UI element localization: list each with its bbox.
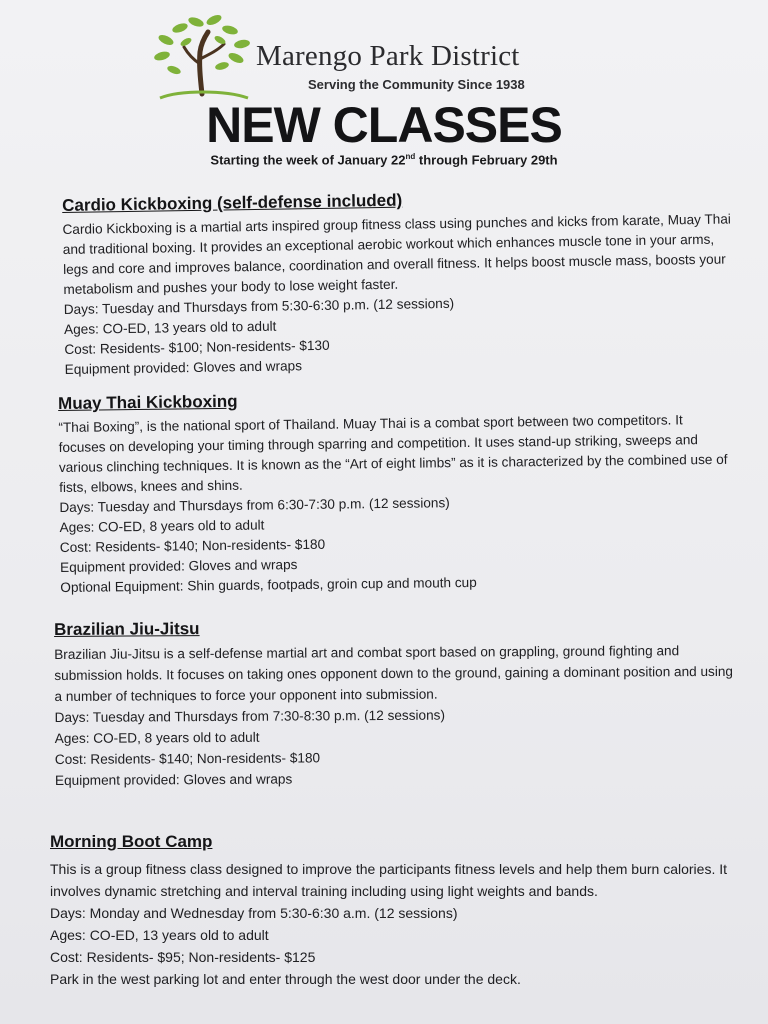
class-ages: Ages: CO-ED, 8 years old to adult (54, 729, 260, 746)
class-title: Cardio Kickboxing (self-defense included) (62, 190, 403, 215)
class-optional-equipment: Optional Equipment: Shin guards, footpads, groin cup and mouth cup (60, 574, 477, 595)
class-morning-boot-camp (50, 832, 750, 990)
page-title: NEW CLASSES (206, 97, 562, 153)
class-ages: Ages: CO-ED, 8 years old to adult (59, 517, 265, 535)
organization-name: Marengo Park District (256, 40, 520, 72)
class-equipment: Equipment provided: Gloves and wraps (64, 358, 303, 377)
class-title: Muay Thai Kickboxing (58, 391, 238, 413)
class-ages: Ages: CO-ED, 13 years old to adult (50, 927, 269, 943)
tree-logo-icon (150, 14, 258, 100)
class-brazilian-jiu-jitsu (54, 616, 737, 791)
class-cardio-kickboxing (62, 185, 735, 380)
class-equipment: Equipment provided: Gloves and wraps (54, 771, 293, 788)
class-cost: Cost: Residents- $140; Non-residents- $180 (59, 536, 326, 555)
class-description: Brazilian Jiu-Jitsu is a self-defense martial art and combat sport based on grappling, ground fighting and submission holds. It focuses on taking ones opponent down to the ground, gaining a dominant position and using a number of techniques to force your opponent into submission. (54, 643, 734, 704)
session-dates: Starting the week of January 22nd through February 29th (210, 152, 558, 168)
class-days: Days: Tuesday and Thursdays from 6:30-7:30 p.m. (12 sessions) (59, 495, 450, 515)
class-cost: Cost: Residents- $95; Non-residents- $125 (50, 949, 316, 965)
class-parking-note: Park in the west parking lot and enter through the west door under the deck. (50, 971, 521, 987)
class-equipment: Equipment provided: Gloves and wraps (60, 557, 298, 575)
class-muay-thai-kickboxing (58, 386, 732, 598)
class-title: Brazilian Jiu-Jitsu (54, 619, 200, 639)
class-description: This is a group fitness class designed to improve the participants fitness levels and help them burn calories. It involves dynamic stretching and interval training including using light weights and bands. (50, 861, 728, 899)
header (150, 14, 650, 104)
class-ages: Ages: CO-ED, 13 years old to adult (63, 318, 277, 337)
class-cost: Cost: Residents- $140; Non-residents- $180 (54, 750, 321, 767)
class-title: Morning Boot Camp (50, 832, 213, 851)
class-days: Days: Tuesday and Thursdays from 7:30-8:30 p.m. (12 sessions) (54, 707, 446, 725)
class-description: Cardio Kickboxing is a martial arts inspired group fitness class using punches and kicks from karate, Muay Thai and traditional boxing. It provides an exceptional aerobic workout which enhances muscle tone in your arms, legs and core and improves balance, coordination and overall fitness. It helps boost muscle mass, boosts your metabolism and pushes your body to lose weight faster. (62, 211, 731, 297)
tagline: Serving the Community Since 1938 (308, 77, 525, 92)
class-days: Days: Monday and Wednesday from 5:30-6:30 a.m. (12 sessions) (50, 905, 458, 921)
class-days: Days: Tuesday and Thursdays from 5:30-6:30 p.m. (12 sessions) (63, 295, 455, 317)
class-description: “Thai Boxing”, is the national sport of Thailand. Muay Thai is a combat sport between two competitors. It focuses on developing your timing through sparring and competition. It uses stand-up striking, sweeps and various clinching techniques. It is known as the “Art of eight limbs” as it is characterized by the combined use of fists, elbows, knees and shins. (58, 412, 728, 495)
class-cost: Cost: Residents- $100; Non-residents- $130 (64, 337, 330, 357)
